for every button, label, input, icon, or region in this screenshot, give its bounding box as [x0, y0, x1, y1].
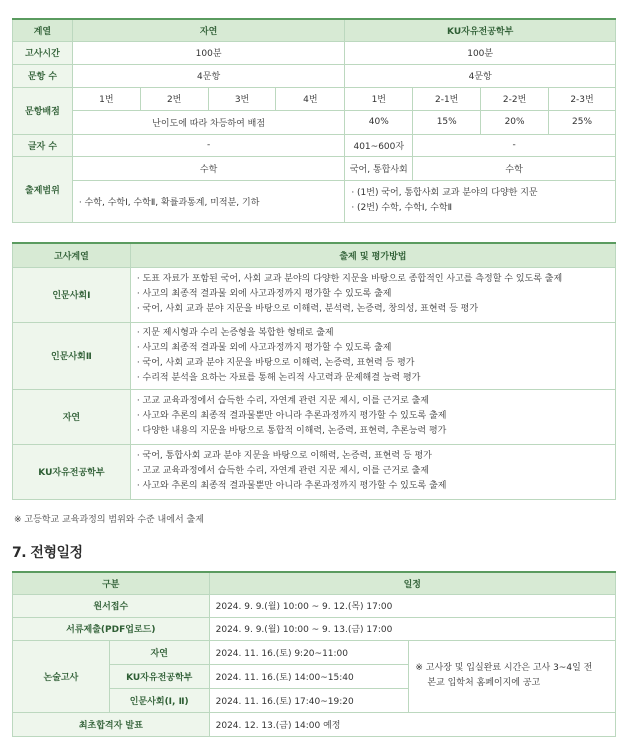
exam-date: 2024. 11. 16.(토) 14:00~15:40 — [209, 664, 409, 688]
exam-label: 논술고사 — [13, 640, 110, 712]
header-type: 구분 — [13, 572, 210, 594]
ku-q: 2-3번 — [549, 87, 616, 110]
eval-row-lines — [130, 444, 615, 499]
ku-q: 2-1번 — [413, 87, 481, 110]
row-label-time: 고사시간 — [13, 41, 73, 64]
exam-date: 2024. 11. 16.(토) 17:40~19:20 — [209, 688, 409, 712]
eval-line: · 지문 제시형과 수리 논증형을 복합한 형태로 출제 — [136, 327, 334, 338]
eval-row-label: 자연 — [13, 389, 131, 444]
docs-label: 서류제출(PDF업로드) — [13, 617, 210, 640]
ku-count: 4문항 — [345, 64, 616, 87]
eval-line: · 사고의 최종적 결과물 외에 사고과정까지 평가할 수 있도록 출제 — [136, 289, 392, 299]
eval-line: · 사고와 추론의 최종적 결과물뿐만 아니라 추론과정까지 평가할 수 있도록 출제 — [136, 411, 447, 421]
exam-overview-table — [12, 18, 616, 223]
ku-pct: 15% — [413, 110, 481, 134]
header-exam-field: 고사계열 — [13, 243, 131, 267]
nature-chars: - — [72, 134, 344, 156]
header-nature: 자연 — [72, 19, 344, 41]
eval-row-lines — [130, 389, 615, 444]
eval-row-lines — [130, 322, 615, 389]
ku-scope-line: · (2번) 수학, 수학Ⅰ, 수학Ⅱ — [351, 203, 453, 213]
nature-q: 2번 — [140, 87, 208, 110]
eval-line: · 국어, 사회 교과 분야 지문을 바탕으로 이해력, 논증력, 표현력 등 평가 — [136, 357, 415, 368]
eval-line: · 국어, 사회 교과 분야 지문을 바탕으로 이해력, 분석력, 논증력, 창의성, 표현력 등 평가 — [136, 304, 479, 314]
ku-time: 100분 — [345, 41, 616, 64]
ku-pct: 25% — [549, 110, 616, 134]
eval-row-label: KU자유전공학부 — [13, 444, 131, 499]
nature-scope-subject: 수학 — [72, 156, 344, 180]
eval-line: · 수리적 분석을 요하는 자료를 통해 논리적 사고력과 문제해결 능력 평가 — [136, 372, 421, 383]
result-date: 2024. 12. 13.(금) 14:00 예정 — [209, 712, 615, 736]
exam-sub-label: 인문사회(Ⅰ, Ⅱ) — [109, 688, 209, 712]
exam-sub-label: 자연 — [109, 640, 209, 664]
ku-pct: 40% — [345, 110, 413, 134]
eval-line: · 도표 자료가 포함된 국어, 사회 교과 분야의 다양한 지문을 바탕으로 종합적인 사고를 측정할 수 있도록 출제 — [136, 274, 563, 284]
header-method: 출제 및 평가방법 — [130, 243, 615, 267]
header-field: 계열 — [13, 19, 73, 41]
eval-line: · 다양한 내용의 지문을 바탕으로 통합적 이해력, 논증력, 표현력, 추론능력 평가 — [136, 426, 447, 436]
ku-scope-subject-1: 국어, 통합사회 — [345, 156, 413, 180]
eval-line: · 고교 교육과정에서 습득한 수리, 자연계 관련 지문 제시, 이를 근거로 출제 — [136, 466, 429, 476]
exam-sub-label: KU자유전공학부 — [109, 664, 209, 688]
exam-note-line: 본교 입학처 홈페이지에 공고 — [427, 678, 541, 688]
exam-note — [409, 640, 616, 712]
docs-date: 2024. 9. 9.(월) 10:00 ~ 9. 13.(금) 17:00 — [209, 617, 615, 640]
eval-row-lines — [130, 267, 615, 322]
result-label: 최초합격자 발표 — [13, 712, 210, 736]
ku-scope-subject-2: 수학 — [413, 156, 616, 180]
ku-chars-2: - — [413, 134, 616, 156]
apply-date: 2024. 9. 9.(월) 10:00 ~ 9. 12.(목) 17:00 — [209, 594, 615, 617]
ku-scope-line: · (1번) 국어, 통합사회 교과 분야의 다양한 지문 — [351, 188, 538, 198]
nature-q: 3번 — [208, 87, 276, 110]
row-label-count: 문항 수 — [13, 64, 73, 87]
row-label-points: 문항배점 — [13, 87, 73, 134]
evaluation-method-table — [12, 242, 616, 500]
section-title: 7. 전형일정 — [12, 545, 83, 561]
nature-scope-detail: · 수학, 수학Ⅰ, 수학Ⅱ, 확률과통계, 미적분, 기하 — [72, 180, 344, 222]
header-schedule: 일정 — [209, 572, 615, 594]
nature-count: 4문항 — [72, 64, 344, 87]
row-label-scope: 출제범위 — [13, 156, 73, 222]
apply-label: 원서접수 — [13, 594, 210, 617]
eval-line: · 사고의 최종적 결과물 외에 사고과정까지 평가할 수 있도록 출제 — [136, 342, 392, 353]
exam-date: 2024. 11. 16.(토) 9:20~11:00 — [209, 640, 409, 664]
eval-line: · 사고와 추론의 최종적 결과물뿐만 아니라 추론과정까지 평가할 수 있도록 출제 — [136, 481, 447, 491]
exam-note-line: ※ 고사장 및 입실완료 시간은 고사 3~4일 전 — [415, 663, 593, 673]
nature-q: 1번 — [72, 87, 140, 110]
schedule-table — [12, 571, 616, 737]
nature-q: 4번 — [276, 87, 345, 110]
ku-q: 2-2번 — [481, 87, 549, 110]
eval-line: · 국어, 통합사회 교과 분야 지문을 바탕으로 이해력, 논증력, 표현력 등 평가 — [136, 451, 432, 461]
nature-points-note: 난이도에 따라 차등하여 배점 — [72, 110, 344, 134]
ku-pct: 20% — [481, 110, 549, 134]
eval-line: · 고교 교육과정에서 습득한 수리, 자연계 관련 지문 제시, 이를 근거로 출제 — [136, 396, 429, 406]
nature-time: 100분 — [72, 41, 344, 64]
row-label-chars: 글자 수 — [13, 134, 73, 156]
ku-q: 1번 — [345, 87, 413, 110]
header-ku: KU자유전공학부 — [345, 19, 616, 41]
ku-scope-detail — [345, 180, 616, 222]
eval-row-label: 인문사회Ⅱ — [13, 322, 131, 389]
ku-chars-1: 401~600자 — [345, 134, 413, 156]
eval-row-label: 인문사회Ⅰ — [13, 267, 131, 322]
scope-note: ※ 고등학교 교육과정의 범위와 수준 내에서 출제 — [14, 515, 204, 525]
